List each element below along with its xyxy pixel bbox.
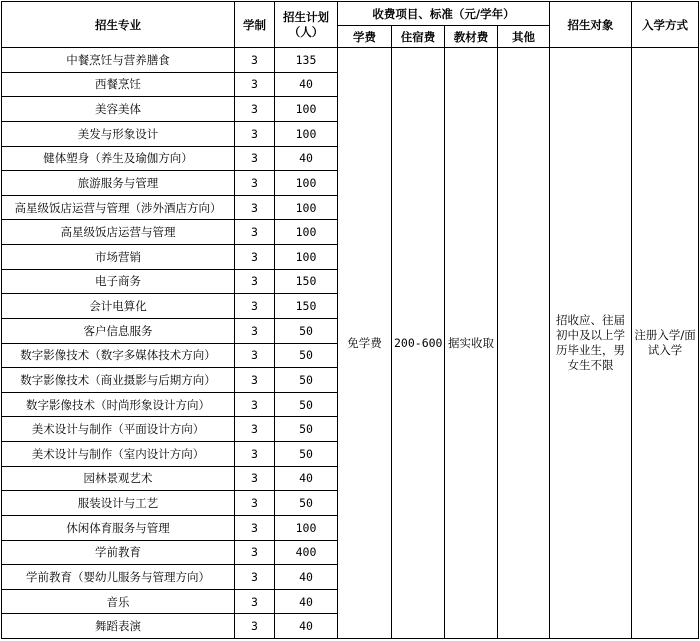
duration-cell: 3: [235, 466, 275, 491]
major-cell: 园林景观艺术: [2, 466, 235, 491]
header-fee-textbook: 教材费: [445, 26, 498, 48]
major-cell: 高星级饭店运营与管理: [2, 220, 235, 245]
plan-cell: 40: [275, 589, 338, 614]
header-target: 招生对象: [550, 2, 632, 48]
plan-cell: 40: [275, 466, 338, 491]
plan-cell: 135: [275, 48, 338, 73]
header-plan-line2: （人）: [288, 24, 324, 39]
header-duration: 学制: [235, 2, 275, 48]
major-cell: 服装设计与工艺: [2, 491, 235, 516]
major-cell: 中餐烹饪与营养膳食: [2, 48, 235, 73]
header-major: 招生专业: [2, 2, 235, 48]
plan-cell: 100: [275, 195, 338, 220]
duration-cell: 3: [235, 442, 275, 467]
duration-cell: 3: [235, 343, 275, 368]
plan-cell: 100: [275, 245, 338, 270]
duration-cell: 3: [235, 614, 275, 639]
major-cell: 数字影像技术（数字多媒体技术方向）: [2, 343, 235, 368]
header-fee-tuition: 学费: [338, 26, 392, 48]
duration-cell: 3: [235, 417, 275, 442]
enrollment-rows: [2, 48, 699, 639]
duration-cell: 3: [235, 72, 275, 97]
major-cell: 休闲体育服务与管理: [2, 515, 235, 540]
major-cell: 客户信息服务: [2, 318, 235, 343]
duration-cell: 3: [235, 121, 275, 146]
plan-cell: 50: [275, 442, 338, 467]
target-cell: 招收应、往届初中及以上学历毕业生，男女生不限: [550, 48, 632, 639]
major-cell: 学前教育: [2, 540, 235, 565]
duration-cell: 3: [235, 195, 275, 220]
textbook-cell: 据实收取: [445, 48, 498, 639]
enrollment-table: [1, 1, 699, 639]
duration-cell: 3: [235, 48, 275, 73]
major-cell: 美术设计与制作（平面设计方向）: [2, 417, 235, 442]
tuition-cell: 免学费: [338, 48, 392, 639]
plan-cell: 400: [275, 540, 338, 565]
duration-cell: 3: [235, 269, 275, 294]
duration-cell: 3: [235, 171, 275, 196]
major-cell: 数字影像技术（时尚形象设计方向）: [2, 392, 235, 417]
duration-cell: 3: [235, 318, 275, 343]
duration-cell: 3: [235, 565, 275, 590]
major-cell: 美术设计与制作（室内设计方向）: [2, 442, 235, 467]
header-fee-lodging: 住宿费: [392, 26, 445, 48]
plan-cell: 50: [275, 343, 338, 368]
plan-cell: 100: [275, 171, 338, 196]
plan-cell: 50: [275, 417, 338, 442]
header-fee-other: 其他: [498, 26, 550, 48]
duration-cell: 3: [235, 491, 275, 516]
major-cell: 音乐: [2, 589, 235, 614]
duration-cell: 3: [235, 146, 275, 171]
plan-cell: 100: [275, 97, 338, 122]
plan-cell: 50: [275, 368, 338, 393]
major-cell: 数字影像技术（商业摄影与后期方向）: [2, 368, 235, 393]
plan-cell: 40: [275, 72, 338, 97]
plan-cell: 150: [275, 294, 338, 319]
duration-cell: 3: [235, 368, 275, 393]
duration-cell: 3: [235, 540, 275, 565]
plan-cell: 40: [275, 565, 338, 590]
major-cell: 电子商务: [2, 269, 235, 294]
header-method: 入学方式: [632, 2, 699, 48]
duration-cell: 3: [235, 245, 275, 270]
major-cell: 美发与形象设计: [2, 121, 235, 146]
header-plan-line1: 招生计划: [283, 9, 329, 24]
plan-cell: 100: [275, 220, 338, 245]
duration-cell: 3: [235, 97, 275, 122]
other-cell: [498, 48, 550, 639]
duration-cell: 3: [235, 294, 275, 319]
table-row: [2, 48, 699, 73]
method-cell: 注册入学/面试入学: [632, 48, 699, 639]
plan-cell: 40: [275, 146, 338, 171]
major-cell: 西餐烹饪: [2, 72, 235, 97]
plan-cell: 150: [275, 269, 338, 294]
plan-cell: 100: [275, 121, 338, 146]
major-cell: 舞蹈表演: [2, 614, 235, 639]
major-cell: 学前教育（婴幼儿服务与管理方向）: [2, 565, 235, 590]
plan-cell: 50: [275, 318, 338, 343]
major-cell: 高星级饭店运营与管理（涉外酒店方向）: [2, 195, 235, 220]
header-fees-group: 收费项目、标准（元/学年）: [338, 2, 550, 26]
major-cell: 旅游服务与管理: [2, 171, 235, 196]
duration-cell: 3: [235, 392, 275, 417]
plan-cell: 40: [275, 614, 338, 639]
lodging-cell: 200-600: [392, 48, 445, 639]
major-cell: 健体塑身（养生及瑜伽方向）: [2, 146, 235, 171]
major-cell: 会计电算化: [2, 294, 235, 319]
plan-cell: 50: [275, 491, 338, 516]
duration-cell: 3: [235, 515, 275, 540]
plan-cell: 100: [275, 515, 338, 540]
major-cell: 市场营销: [2, 245, 235, 270]
plan-cell: 50: [275, 392, 338, 417]
duration-cell: 3: [235, 220, 275, 245]
header-plan: [275, 2, 338, 48]
major-cell: 美容美体: [2, 97, 235, 122]
duration-cell: 3: [235, 589, 275, 614]
